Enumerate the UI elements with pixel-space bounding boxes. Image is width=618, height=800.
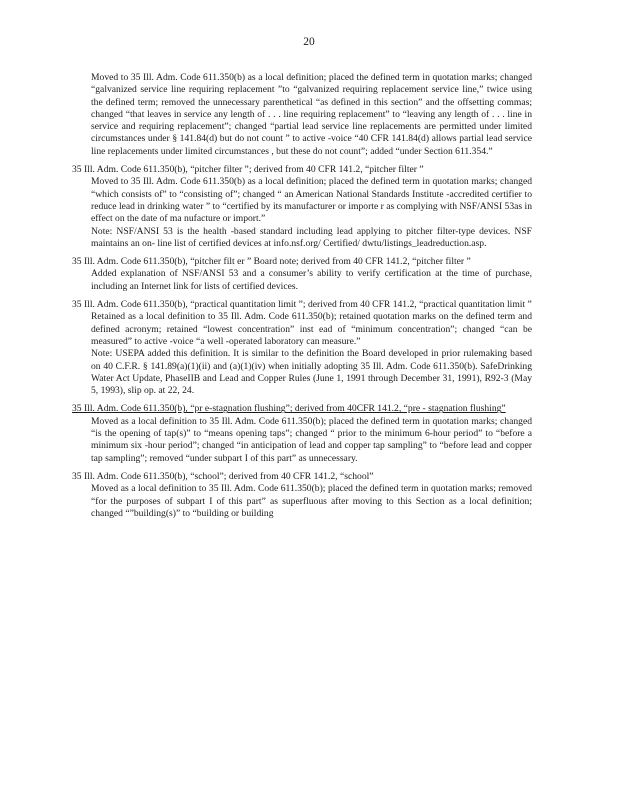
entry-practical-quantitation-limit: [72, 299, 532, 397]
entry-galvanized-service-line: [72, 72, 532, 158]
entry-paragraph: Moved as a local definition to 35 Ill. Adm. Code 611.350(b); placed the defined term in quotation marks; changed “is the opening of tap(s)” to “means opening taps”; changed “ prior to the minimum 6-hour period” to “before a minimum six -hour period”; changed “in anticipation of lead and copper tap sampling” to “before lead and copper tap sampling”; removed “under subpart I of this part” as unnecessary.: [91, 415, 532, 464]
entry-heading: 35 Ill. Adm. Code 611.350(b), “pitcher filt er ” Board note; derived from 40 CFR 141.2, “pitcher filter ”: [72, 256, 471, 268]
entry-pitcher-filter: [72, 164, 532, 250]
page-number: 20: [303, 36, 315, 48]
entry-paragraph: Added explanation of NSF/ANSI 53 and a consumer’s ability to verify certification at the time of purchase, including an Internet link for lists of certified devices.: [91, 268, 532, 292]
entry-note: Note: NSF/ANSI 53 is the health -based standard including lead applying to pitcher filter-type devices. NSF maintains an on- line list of certified devices at info.nsf.org/ Certified/ dwtu/listings_leadreduction.asp.: [91, 225, 532, 249]
entry-paragraph: Retained as a local definition to 35 Ill. Adm. Code 611.350(b); retained quotation marks on the defined term and defined acronym; retained “lowest concentration” inst ead of “minimum concentration”; changed “can be measured” to active -voice “a well -operated laboratory can measure.”: [91, 311, 532, 347]
document-body: [72, 72, 532, 526]
entry-paragraph: Moved as a local definition to 35 Ill. Adm. Code 611.350(b); placed the defined term in quotation marks; removed “for the purposes of subpart I of this part” as superfluous after moving to this Section as a local definition; changed “”building(s)” to “building or building: [91, 483, 532, 519]
entry-school: [72, 471, 532, 520]
entry-paragraph: Moved to 35 Ill. Adm. Code 611.350(b) as a local definition; placed the defined term in quotation marks; changed “which consists of” to “consisting of”; changed “ an American National Standards Institute -accredited certifier to reduce lead in drinking water ” to “certified by its manufacturer or importe r as complying with NSF/ANSI 53as in effect on the date of ma nufacture or import.”: [91, 176, 532, 225]
entry-paragraph: Moved to 35 Ill. Adm. Code 611.350(b) as a local definition; placed the defined term in quotation marks; changed “galvanized service line requiring replacement ”to “galvanized requiring replacement service line,” twice using the defined term; removed the unnecessary parenthetical “as defined in this section” and the offsetting commas; changed “that leaves in service any length of . . . line requiring replacement” to “leaving any length of . . . line in service and requiring replacement”; changed “partial lead service line replacements are permitted under limited circumstances under § 141.84(d) but do not count ” to active -voice “40 CFR 141.84(d) allows partial lead service line replacements under limited circumstances , but these do not count”; added “under Section 611.354.”: [91, 72, 532, 157]
entry-note: Note: USEPA added this definition. It is similar to the definition the Board developed in prior rulemaking based on 40 C.F.R. § 141.89(a)(1)(ii) and (a)(1)(iv) when initially adopting 35 Ill. Adm. Code 611.350(b). SafeDrinking Water Act Update, PhaseIIB and Lead and Copper Rules (June 1, 1991 through December 31, 1991), R92-3 (May 5, 1993), slip op. at 22, 24.: [91, 348, 532, 397]
entry-pre-stagnation-flushing: [72, 403, 532, 464]
entry-pitcher-filter-board-note: [72, 256, 532, 293]
entry-heading: 35 Ill. Adm. Code 611.350(b), “school”; derived from 40 CFR 141.2, “school”: [72, 470, 374, 482]
entry-heading: 35 Ill. Adm. Code 611.350(b), “pr e-stagnation flushing”; derived from 40CFR 141.2, “pre - stagnation flushing”: [72, 403, 506, 415]
entry-heading: 35 Ill. Adm. Code 611.350(b), “pitcher filter ”; derived from 40 CFR 141.2, “pitcher filter ”: [72, 164, 424, 176]
entry-heading: 35 Ill. Adm. Code 611.350(b), “practical quantitation limit ”; derived from 40 CFR 141.2, “practical quantitation limit ”: [72, 299, 532, 311]
